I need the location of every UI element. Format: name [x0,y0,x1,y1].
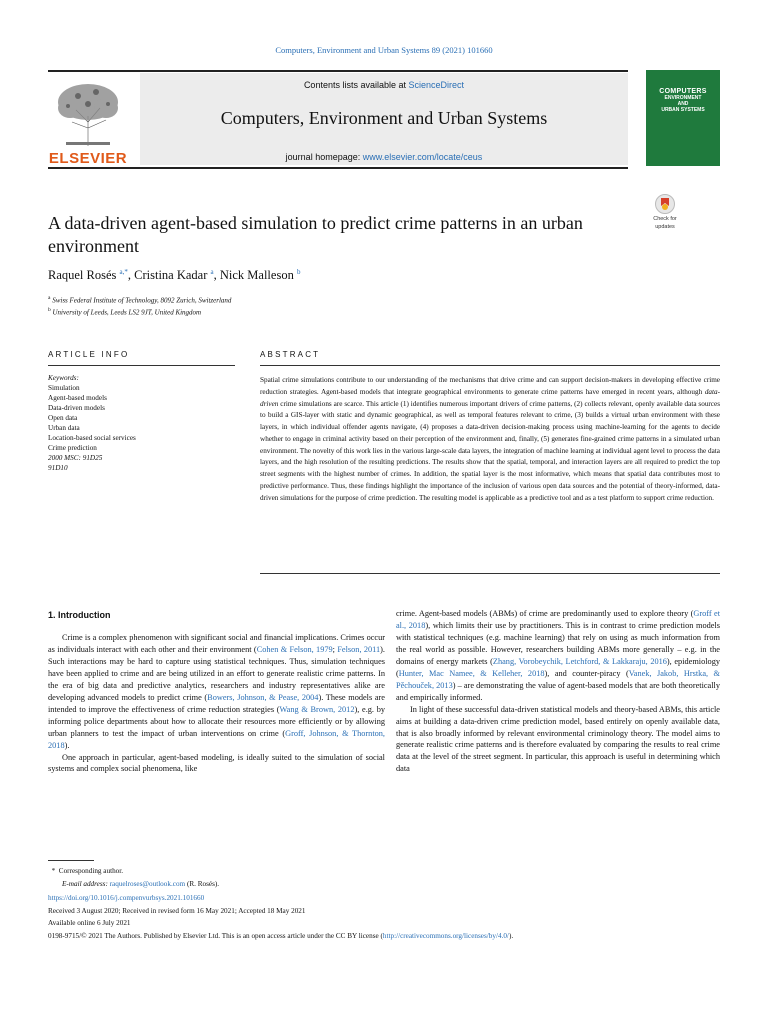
introduction-heading: 1. Introduction [48,610,111,620]
body-column-left [48,632,385,775]
email-label: E-mail address: [62,879,108,888]
cover-title: COMPUTERS [659,88,707,95]
paragraph-text: ), epidemiology ( [396,656,720,678]
author-list: Raquel Rosés $^{a,*}$, Cristina Kadar $^a$, Nick Malleson $^b$ [48,268,301,283]
paragraph [48,632,385,752]
affiliation-mark: a [48,295,51,301]
cover-subtitle-1: ENVIRONMENT [664,95,702,101]
journal-reference[interactable]: Computers, Environment and Urban Systems 89 (2021) 101660 [275,45,493,55]
check-for-updates-label-2: updates [655,224,675,230]
abstract-heading: ABSTRACT [260,350,321,359]
corresponding-author-note [48,865,728,878]
journal-homepage [140,152,628,162]
affiliation-text: Swiss Federal Institute of Technology, 8092 Zurich, Switzerland [52,296,232,305]
journal-title: Computers, Environment and Urban Systems [220,108,548,128]
citation-link[interactable]: Cohen & Felson, 1979 [256,644,333,654]
citation-link[interactable]: Felson, 2011 [337,644,381,654]
masthead-bottom-rule [48,167,628,169]
corresponding-text: Corresponding author. [58,867,124,875]
article-info-rule [48,365,235,366]
author-affiliation-mark[interactable]: b [296,268,301,276]
author-name[interactable]: Raquel Rosés [48,268,117,283]
paragraph: In light of these successful data-driven statistical models and theory-based ABMs, this article aims at building a data-driven crime prediction model, based entirely on openly available data, that is also broadly informed by relevant environmental criminology theory. The model aims to generate realistic crime patterns and is therefore evaluated by comparing the results to real crime data at the level of the street segment. In particular, this approach is useful in determining which data [396,704,720,774]
keyword: Urban data [48,424,80,432]
abstract-text [260,375,720,504]
masthead-top-rule [48,70,628,72]
copyright-line [48,930,728,943]
citation-link[interactable]: Hunter, Mac Namee, & Kelleher, 2018 [398,668,545,678]
citation-link[interactable]: Wang & Brown, 2012 [279,704,355,714]
available-online: Available online 6 July 2021 [48,919,131,927]
author-name[interactable]: Nick Malleson [219,268,294,283]
keyword: Open data [48,414,78,422]
abstract-bottom-rule [260,573,720,574]
citation-link[interactable]: Zhang, Vorobeychik, Letchford, & Lakkaraju, 2016 [492,656,667,666]
homepage-link[interactable]: www.elsevier.com/locate/ceus [362,152,483,162]
affiliation-mark: b [48,307,51,313]
received-dates: Received 3 August 2020; Received in revised form 16 May 2021; Accepted 18 May 2021 [48,906,306,915]
paragraph-text: ). Such interactions may be hard to capture using statistical techniques. Thus, simulation techniques have been applied to crime and are being utilized in an effort to generate realistic crime patterns. In the era of big data and predictive analytics, researchers and industry representatives alike are developing advanced models to predict crime ( [48,644,385,702]
abstract-emphasis: data-driven [260,387,720,408]
citation-link[interactable]: Groff, Johnson, & Thornton, 2018 [48,728,385,750]
msc-code: 91D10 [48,464,68,472]
paragraph-text: crime. Agent-based models (ABMs) of crime are predominantly used to explore theory ( [396,609,694,618]
abstract-text-part-2: crime simulations are scarce. This article (1) identifies numerous important drivers of crime patterns, (2) collects relevant, openly available data sources to build a GIS-layer with static and dynamic geographical, as well as temporal features relevant to crime, (3) builds a virtual urban environment with these layers, in which individual offender agents navigate, (4) proposes a data-driven decision-making process using machine-learning for the agents to decide whether to engage in criminal activity based on their perception of the environment and, finally, (5) generates fine-grained crime patterns in a simulated urban environment. The novelty of this work lies in the various large-scale data layers, the integration of machine learning at individual agent level to process the data layers, and the high resolution of the resulting predictions. The results show that the spatial, temporal, and interaction layers are all required to predict the top street segments with the highest number of crimes. In addition, the spatial layer is the most informative, which means that spatial data contributes most to predictive performance. Thus, these findings highlight the importance of the inclusion of various open data sources and the potential of theory-informed, data-driven simulations for the purpose of crime prediction. The resulting model is applicable as a predictive tool and as a test platform to support crime reduction. [260,399,720,502]
sciencedirect-link[interactable]: ScienceDirect [408,80,465,90]
affiliation-text: University of Leeds, Leeds LS2 9JT, United Kingdom [52,308,202,317]
author-name[interactable]: Cristina Kadar [134,268,208,283]
doi-link[interactable]: https://doi.org/10.1016/j.compenvurbsys.2021.101660 [48,894,205,902]
article-info-heading: ARTICLE INFO [48,350,130,359]
msc-code: 2000 MSC: 91D25 [48,454,103,462]
journal-cover-thumbnail[interactable] [646,70,720,166]
citation-separator: ; [332,644,338,654]
cover-subtitle-3: URBAN SYSTEMS [661,107,705,113]
body-column-right [396,608,720,775]
license-link[interactable]: http://creativecommons.org/licenses/by/4.0/ [382,931,509,940]
keywords-block [48,373,233,473]
paragraph-text: ), e.g. by informing police departments about how to allocate their resources more efficiently or by allowing urban planners to test the impact of urban interventions on crime ( [48,704,386,738]
author-affiliation-mark[interactable]: a [210,268,214,276]
paragraph-text: ). These models are intended to improve the effectiveness of crime reduction strategies ( [48,692,385,714]
affiliation [48,307,201,316]
article-title: A data-driven agent-based simulation to predict crime patterns in an urban environment [48,213,583,256]
copyright-text: 0198-9715/© 2021 The Authors. Published by Elsevier Ltd. This is an open access article under the CC BY license ( [48,931,383,940]
keyword: Agent-based models [48,394,107,402]
paragraph: One approach in particular, agent-based modeling, is ideally suited to the simulation of social systems and complex social phenomena, like [48,752,385,774]
check-for-updates-button[interactable] [648,194,682,232]
keyword: Data-driven models [48,404,105,412]
abstract-rule [260,365,720,366]
copyright-text: ). [508,931,514,940]
paragraph-text: ), and counter-piracy ( [544,668,629,678]
keywords-label: Keywords: [48,374,79,382]
author-affiliation-mark[interactable]: a,* [119,268,128,276]
citation-link[interactable]: Groff et al., 2018 [396,609,720,630]
footnote-rule [48,860,94,861]
paragraph-text: ). [64,740,70,750]
corresponding-mark: * [51,867,56,875]
keyword: Crime prediction [48,444,97,452]
paragraph [396,608,720,704]
email-note [48,878,728,891]
cover-subtitle-2: AND [677,101,689,107]
contents-availability [140,80,628,90]
contents-prefix: Contents lists available at [303,80,406,90]
affiliation [48,295,231,304]
elsevier-wordmark: ELSEVIER [48,150,128,167]
email-link[interactable]: raquelroses@outlook.com [109,879,186,888]
abstract-text-part-1: Spatial crime simulations contribute to our understanding of the mechanisms that drive crime and can support decision-makers in developing effective crime reduction strategies. Agent-based models that integrate geographical environments to generate crime patterns have emerged in recent years, although [260,376,720,396]
homepage-prefix: journal homepage: [285,152,361,162]
citation-link[interactable]: Vanek, Jakob, Hrstka, & Pěchouček, 2013 [396,668,720,690]
paragraph-text: ) – are demonstrating the value of agent-based models that are both theoretically and empirically informed. [396,680,720,702]
check-for-updates-label-1: Check for [653,216,677,222]
keyword: Location-based social services [48,434,136,442]
citation-link[interactable]: Bowers, Johnson, & Pease, 2004 [207,692,319,702]
email-suffix: (R. Rosés). [185,879,220,888]
footnotes [48,865,728,942]
keyword: Simulation [48,384,80,392]
paragraph-text: Crime is a complex phenomenon with significant social and financial implications. Crimes occur as individuals interact with each other and their environment ( [48,633,385,654]
check-for-updates-icon [655,194,675,214]
paragraph-text: ), which limits their use by practitioners. This is in contrast to crime prediction models with statistical techniques (e.g. machine learning) that rely on using as much information from the real world as possible. However, researchers building ABMs more generally – e.g. in the domains of energy markets ( [396,620,720,666]
